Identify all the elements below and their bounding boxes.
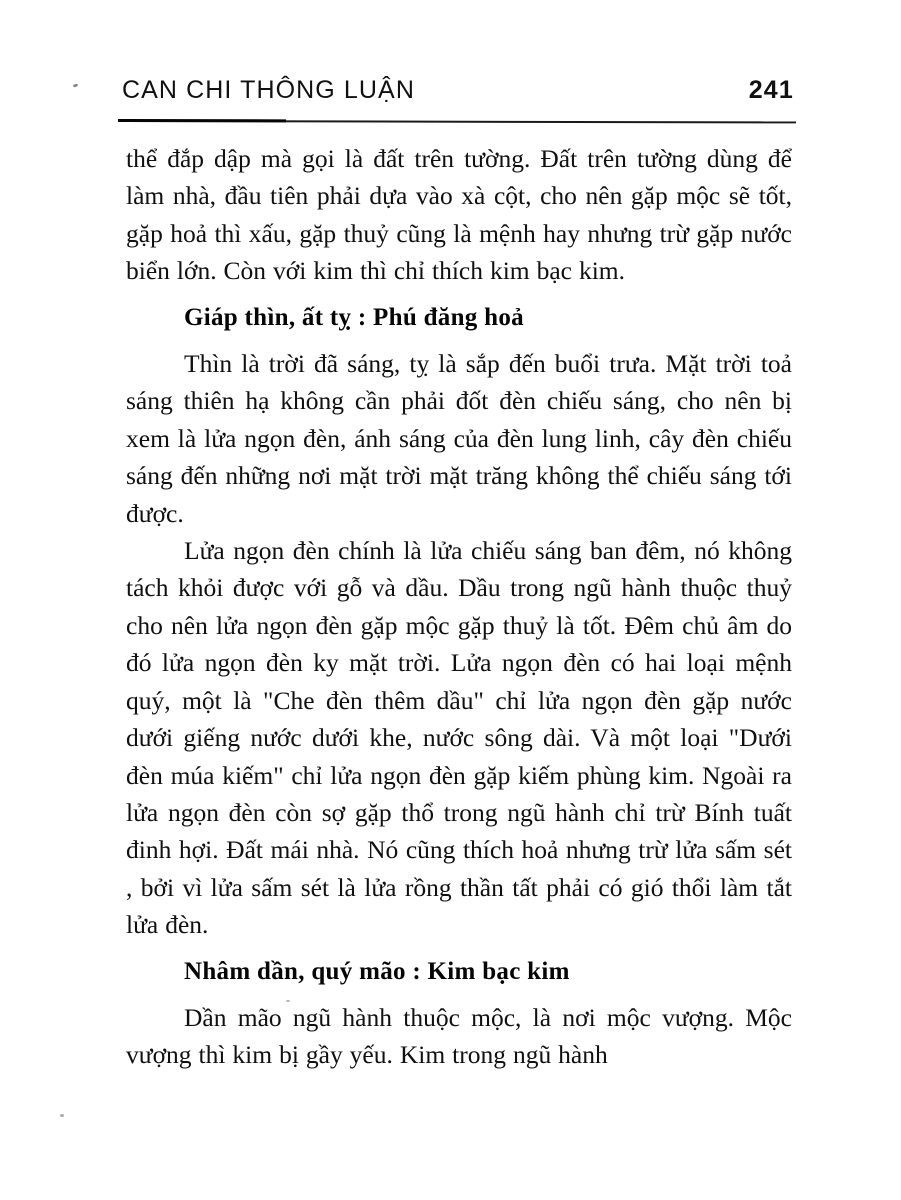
- running-head: [122, 78, 794, 112]
- text-block: [126, 140, 792, 1074]
- scan-speck: [73, 83, 79, 88]
- paragraph-lua-ngon-den: Lửa ngọn đèn chính là lửa chiếu sáng ban đêm, nó không tách khỏi được với gỗ và dầu. Dầu trong ngũ hành thuộc thuỷ cho nên lửa ngọn đèn gặp mộc gặp thuỷ là tốt. Đêm chủ âm do đó lửa ngọn đèn ky mặt trời. Lửa ngọn đèn có hai loại mệnh quý, một là "Che đèn thêm dầu" chỉ lửa ngọn đèn gặp nước dưới giếng nước dưới khe, nước sông dài. Và một loại "Dưới đèn múa kiếm" chỉ lửa ngọn đèn gặp kiếm phùng kim. Ngoài ra lửa ngọn đèn còn sợ gặp thổ trong ngũ hành chỉ trừ Bính tuất đinh hợi. Đất mái nhà. Nó cũng thích hoả nhưng trừ lửa sấm sét , bởi vì lửa sấm sét là lửa rồng thần tất phải có gió thổi làm tắt lửa đèn.: [126, 536, 792, 940]
- paragraph-continued: thể đắp dập mà gọi là đất trên tường. Đất trên tường dùng để làm nhà, đầu tiên phải dựa vào xà cột, cho nên gặp mộc sẽ tốt, gặp hoả thì xấu, gặp thuỷ cũng là mệnh hay nhưng trừ gặp nước biển lớn. Còn với kim thì chỉ thích kim bạc kim.: [126, 144, 792, 286]
- running-head-title: CAN CHI THÔNG LUẬN: [122, 76, 415, 104]
- section-heading-nham-dan-quy-mao: Nhâm dần, quý mão : Kim bạc kim: [184, 957, 570, 985]
- paragraph-thin-la-troi: Thìn là trời đã sáng, tỵ là sắp đến buổi trưa. Mặt trời toả sáng thiên hạ không cần phải đốt đèn chiếu sáng, cho nên bị xem là lửa ngọn đèn, ánh sáng của đèn lung linh, cây đèn chiếu sáng đến những nơi mặt trời mặt trăng không thể chiếu sáng tới được.: [126, 349, 792, 528]
- paragraph-dan-mao: Dần mão ngũ hành thuộc mộc, là nơi mộc vượng. Mộc vượng thì kim bị gầy yếu. Kim trong ngũ hành: [126, 1002, 792, 1070]
- section-heading-giap-thin-at-ty: Giáp thìn, ất tỵ : Phú đăng hoả: [184, 303, 524, 331]
- page-number: 241: [748, 76, 794, 104]
- scan-speck: [60, 1114, 64, 1117]
- header-rule: [118, 120, 796, 123]
